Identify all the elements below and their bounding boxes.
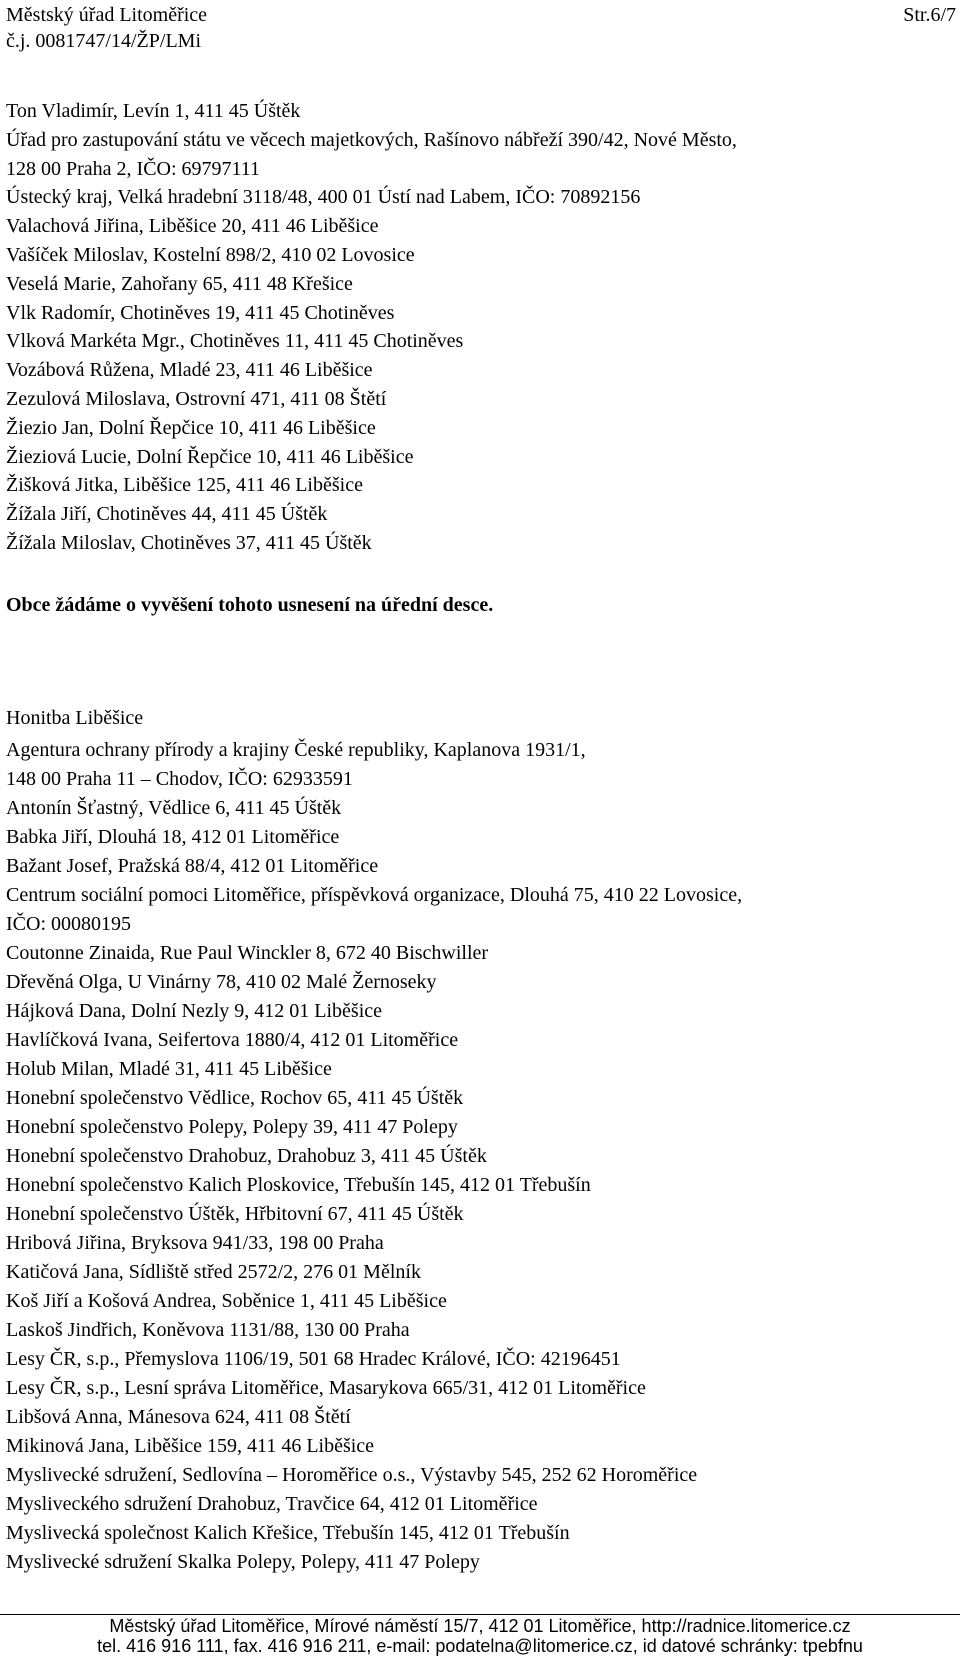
section-title: Honitba Liběšice — [6, 707, 144, 729]
recipient-line: Žížala Jiří, Chotiněves 44, 411 45 Úštěk — [6, 503, 328, 526]
page-header — [6, 2, 956, 54]
recipient-list-part1 — [6, 97, 956, 558]
recipient-line: Žieziová Lucie, Dolní Řepčice 10, 411 46 Liběšice — [6, 445, 414, 468]
recipient-line: Libšová Anna, Mánesova 624, 411 08 Štětí — [6, 1406, 351, 1428]
recipient-line: Babka Jiří, Dlouhá 18, 412 01 Litoměřice — [6, 826, 340, 848]
recipient-line: Laskoš Jindřich, Koněvova 1131/88, 130 00 Praha — [6, 1319, 410, 1341]
recipient-line: Katičová Jana, Sídliště střed 2572/2, 276 01 Mělník — [6, 1261, 421, 1283]
recipient-line: Myslivecké sdružení, Sedlovína – Horoměřice o.s., Výstavby 545, 252 62 Horoměřice — [6, 1464, 698, 1486]
recipient-line: Ústecký kraj, Velká hradební 3118/48, 400 01 Ústí nad Labem, IČO: 70892156 — [6, 186, 641, 209]
recipient-line: Bažant Josef, Pražská 88/4, 412 01 Litoměřice — [6, 855, 379, 877]
recipient-line: Coutonne Zinaida, Rue Paul Winckler 8, 672 40 Bischwiller — [6, 942, 489, 964]
recipient-line: Úřad pro zastupování státu ve věcech majetkových, Rašínovo nábřeží 390/42, Nové Město, — [6, 128, 737, 151]
recipient-line: Honební společenstvo Drahobuz, Drahobuz 3, 411 45 Úštěk — [6, 1145, 487, 1167]
recipient-list-part2 — [6, 736, 956, 1577]
footer-contacts: tel. 416 916 111, fax. 416 916 211, e-mail: podatelna@litomerice.cz, id datové schránky: tpebfnu — [97, 1636, 863, 1656]
recipient-line: Žišková Jitka, Liběšice 125, 411 46 Liběšice — [6, 474, 363, 497]
posting-request: Obce žádáme o vyvěšení tohoto usnesení na úřední desce. — [6, 594, 494, 616]
recipient-line: Žížala Miloslav, Chotiněves 37, 411 45 Úštěk — [6, 531, 372, 554]
recipient-line: Vlková Markéta Mgr., Chotiněves 11, 411 45 Chotiněves — [6, 330, 464, 353]
header-row — [6, 2, 956, 28]
recipient-line: Hájková Dana, Dolní Nezly 9, 412 01 Liběšice — [6, 1000, 383, 1022]
page-number: Str.6/7 — [903, 4, 956, 26]
recipient-line: Veselá Marie, Zahořany 65, 411 48 Křešice — [6, 272, 353, 295]
recipient-line: Vašíček Miloslav, Kostelní 898/2, 410 02 Lovosice — [6, 243, 415, 266]
recipient-line: Mikinová Jana, Liběšice 159, 411 46 Liběšice — [6, 1435, 375, 1457]
recipient-line: Vozábová Růžena, Mladé 23, 411 46 Liběšice — [6, 359, 373, 382]
recipient-line: Valachová Jiřina, Liběšice 20, 411 46 Liběšice — [6, 215, 379, 238]
recipient-line: 128 00 Praha 2, IČO: 69797111 — [6, 157, 261, 180]
page-footer — [0, 1616, 960, 1656]
recipient-line: Honební společenstvo Úštěk, Hřbitovní 67, 411 45 Úštěk — [6, 1203, 464, 1225]
footer-divider — [0, 1614, 960, 1615]
recipient-line: Ton Vladimír, Levín 1, 411 45 Úštěk — [6, 100, 301, 122]
recipient-line: Centrum sociální pomoci Litoměřice, příspěvková organizace, Dlouhá 75, 410 22 Lovosice, — [6, 884, 743, 906]
recipient-line: IČO: 00080195 — [6, 913, 131, 935]
recipient-line: Lesy ČR, s.p., Přemyslova 1106/19, 501 68 Hradec Králové, IČO: 42196451 — [6, 1348, 621, 1370]
recipient-line: 148 00 Praha 11 – Chodov, IČO: 62933591 — [6, 768, 353, 790]
office-name: Městský úřad Litoměřice — [6, 4, 208, 26]
recipient-line: Honební společenstvo Polepy, Polepy 39, 411 47 Polepy — [6, 1116, 458, 1138]
recipient-line: Holub Milan, Mladé 31, 411 45 Liběšice — [6, 1058, 332, 1080]
recipient-line: Myslivecká společnost Kalich Křešice, Třebušín 145, 412 01 Třebušín — [6, 1522, 570, 1544]
recipient-line: Vlk Radomír, Chotiněves 19, 411 45 Chotiněves — [6, 301, 395, 324]
recipient-line: Agentura ochrany přírody a krajiny České republiky, Kaplanova 1931/1, — [6, 739, 586, 761]
recipient-line: Žiezio Jan, Dolní Řepčice 10, 411 46 Liběšice — [6, 416, 376, 439]
recipient-line: Antonín Šťastný, Vědlice 6, 411 45 Úštěk — [6, 797, 342, 819]
recipient-line: Koš Jiří a Košová Andrea, Soběnice 1, 411 45 Liběšice — [6, 1290, 447, 1312]
recipient-line: Dřevěná Olga, U Vinárny 78, 410 02 Malé Žernoseky — [6, 971, 437, 993]
recipient-line: Myslivecké sdružení Skalka Polepy, Polepy, 411 47 Polepy — [6, 1551, 480, 1573]
recipient-line: Lesy ČR, s.p., Lesní správa Litoměřice, Masarykova 665/31, 412 01 Litoměřice — [6, 1377, 646, 1399]
recipient-line: Zezulová Miloslava, Ostrovní 471, 411 08 Štětí — [6, 387, 387, 410]
reference-number: č.j. 0081747/14/ŽP/LMi — [6, 30, 201, 52]
recipient-line: Honební společenstvo Kalich Ploskovice, Třebušín 145, 412 01 Třebušín — [6, 1174, 591, 1196]
recipient-line: Mysliveckého sdružení Drahobuz, Travčice 64, 412 01 Litoměřice — [6, 1493, 538, 1515]
recipient-line: Honební společenstvo Vědlice, Rochov 65, 411 45 Úštěk — [6, 1087, 464, 1109]
footer-address: Městský úřad Litoměřice, Mírové náměstí 15/7, 412 01 Litoměřice, http://radnice.litomerice.cz — [109, 1616, 851, 1636]
recipient-line: Havlíčková Ivana, Seifertova 1880/4, 412 01 Litoměřice — [6, 1029, 459, 1051]
recipient-line: Hribová Jiřina, Bryksova 941/33, 198 00 Praha — [6, 1232, 384, 1254]
